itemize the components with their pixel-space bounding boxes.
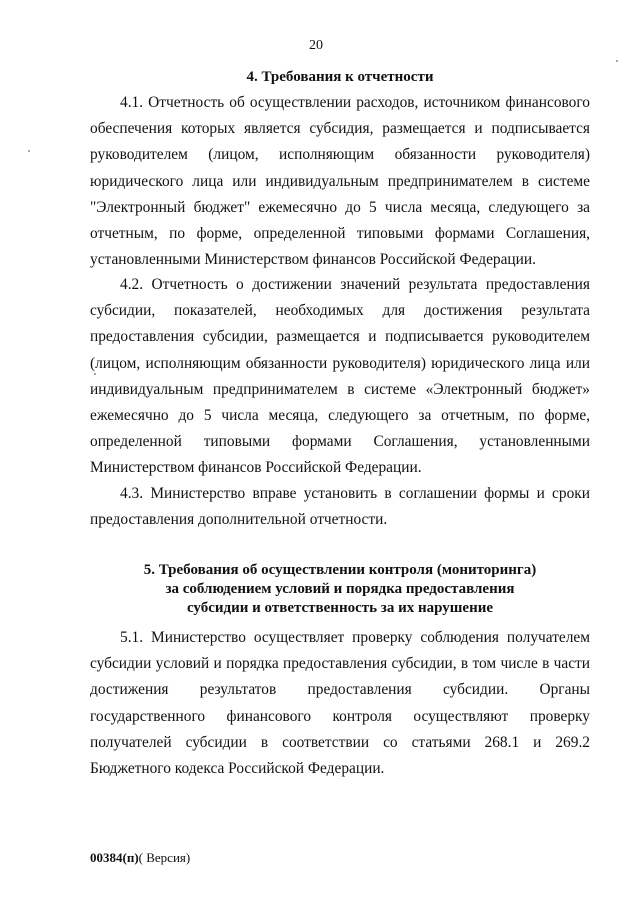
document-version: ( Версия) [138,850,191,865]
section-5-title-line: 5. Требования об осуществлении контроля (мониторинга) [143,562,537,578]
scan-speck [94,373,96,375]
document-code: 00384(п) [90,850,139,865]
scan-speck [28,150,30,152]
section-5-title-line: за соблюдением условий и порядка предоставления [165,581,515,597]
section-5-title-line: субсидии и ответственность за их нарушение [186,600,494,616]
scan-speck [616,60,618,62]
section-4-title: 4. Требования к отчетности [246,69,434,85]
paragraph-5-1: 5.1. Министерство осуществляет проверку соблюдения получателем субсидии условий и порядка предоставления субсидии, в том числе в части достижения результатов предоставления субсидии. Органы государственного финансового контроля осуществляют проверку получателей субсидии в соответствии со статьями 268.1 и 269.2 Бюджетного кодекса Российской Федерации. [90,629,590,778]
paragraph-4-1: 4.1. Отчетность об осуществлении расходов, источником финансового обеспечения которых является субсидия, размещается и подписывается руководителем (лицом, исполняющим обязанности руководителя) юридического лица или индивидуальным предпринимателем в системе "Электронный бюджет" ежемесячно до 5 числа месяца, следующего за отчетным, по форме, определенной типовыми формами Соглашения, установленными Министерством финансов Российской Федерации. [90,94,590,269]
paragraph-4-2: 4.2. Отчетность о достижении значений результата предоставления субсидии, показателей, необходимых для достижения результата предоставления субсидии, размещается и подписывается руководителем (лицом, исполняющим обязанности руководителя) юридического лица или индивидуальным предпринимателем в системе «Электронный бюджет» ежемесячно до 5 числа месяца, следующего за отчетным, по форме, определенной типовыми формами Соглашения, установленными Министерством финансов Российской Федерации. [90,276,590,477]
section-5-title [90,561,590,618]
paragraph-4-3: 4.3. Министерство вправе установить в соглашении формы и сроки предоставления дополнительной отчетности. [90,485,590,529]
page-number: 20 [309,38,323,53]
document-footer [90,850,190,866]
